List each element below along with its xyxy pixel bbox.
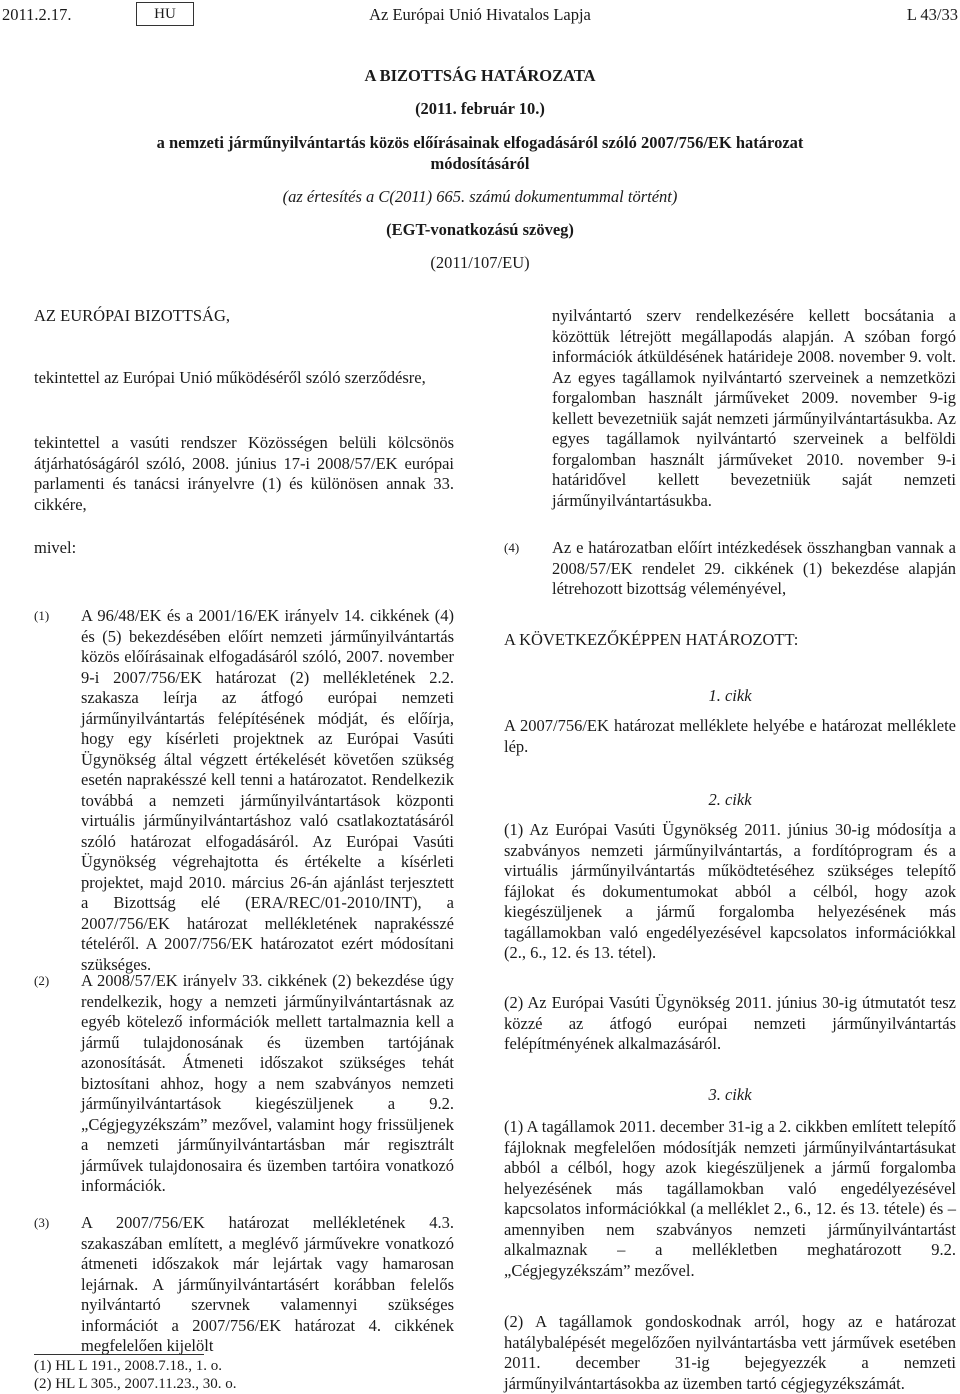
recital-3-continued: nyilvántartó szerv rendelkezésére kellett bocsátania a közöttük létrejött megállapodás alapján. A szóban forgó információk átküldésének határideje 2008. november 9. volt. Az egyes tagállamok nyilvántartó szerveinek a nemzetközi forgalomban használt járműveket 2009. november 9-ig kellett bevezetniük saját nemzeti járműnyilvántartásukba. Az egyes tagállamok nyilvántartó szerveinek a belföldi forgalomban használt járműveket 2010. november 9-i határidővel kellett bevezetniük saját nemzeti járműnyilvántartásukba. [552,306,956,510]
header-date: 2011.2.17. [2,5,72,24]
recital-text: A 2008/57/EK irányelv 33. cikkének (2) bekezdése úgy rendelkezik, hogy a nemzeti járműnyilvántartásnak az egyéb kötelező információk mellett tartalmaznia kell a jármű tulajdonosának és üzemben tartójának azonosítását. Átmeneti időszakot szükséges tehát biztosítani ahhoz, hogy a nem szabványos nemzeti járműnyilvántartások kiegészüljenek a 9.2. „Cégjegyzékszám” mezővel, valamint hogy frissüljenek a nemzeti járműnyilvántartásban már regisztrált járművek tulajdonosaira és üzemben tartóira vonatkozó információk. [81,971,454,1195]
recital-directive: tekintettel a vasúti rendszer Közösségen belüli kölcsönös átjárhatóságáról szóló, 2008. június 17-i 2008/57/EK európai parlamenti és tanácsi irányelvre (1) és különösen annak 33. cikkére, [34,433,454,514]
eea-relevance: (EGT-vonatkozású szöveg) [386,220,574,239]
journal-title: Az Európai Unió Hivatalos Lapja [369,5,591,24]
language-badge: HU [136,2,194,26]
notification-note: (az értesítés a C(2011) 665. számú dokumentummal történt) [282,187,678,206]
decision-heading: A BIZOTTSÁG HATÁROZATA [364,66,596,85]
decision-reference: (2011/107/EU) [430,253,530,272]
recital-number: (1) [34,608,50,623]
decision-date: (2011. február 10.) [415,99,545,118]
commission-heading: AZ EURÓPAI BIZOTTSÁG, [34,306,231,325]
recital-treaty: tekintettel az Európai Unió működéséről szóló szerződésre, [34,368,426,387]
article-3-title: 3. cikk [708,1085,752,1104]
footnote-separator [34,1354,204,1355]
adoption-formula: A KÖVETKEZŐKÉPPEN HATÁROZOTT: [504,630,799,649]
article-2-paragraph-1: (1) Az Európai Vasúti Ügynökség 2011. június 30-ig módosítja a szabványos nemzeti járműnyilvántartás, a fordítóprogram és a virtuális járműnyilvántartás működtetéséhez szükséges telepítő fájlokat és dokumentumokat abból a célból, hogy azok kiegészüljenek a jármű forgalomba helyezésének más tagállamokban való engedélyezésével kapcsolatos információkkal (2., 6., 12. és 13. tétel). [504,820,956,962]
recital-number: (4) [504,540,520,555]
article-3-paragraph-1: (1) A tagállamok 2011. december 31-ig a 2. cikkben említett telepítő fájloknak megfelelően módosítják nemzeti járműnyilvántartásukat abból a célból, hogy azok kiegészüljenek a jármű forgalomba helyezésének más tagállamokban való engedélyezésével kapcsolatos információkkal (a melléklet 2., 6., 12. és 13. tétele) és – amennyiben nem szabványos nemzeti járműnyilvántartást alkalmaznak – a mellékletben meghatározott 9.2. „Cégjegyzékszám” mezővel. [504,1117,956,1280]
recital-text: A 2007/756/EK határozat mellékletének 4.3. szakaszában említett, a meglévő járművekre vonatkozó átmeneti időszakok már lejártak vagy hamarosan lejárnak. A járműnyilvántartásért korábban felelős nyilvántartó szervnek valamennyi szükséges információt a 2007/756/EK határozat 4. cikkének megfelelően kijelölt [81,1213,454,1355]
page-header [0,0,960,30]
recital-number: (2) [34,973,50,988]
recital-text: Az e határozatban előírt intézkedések összhangban vannak a 2008/57/EK rendelet 29. cikkének (1) bekezdése alapján létrehozott bizottság véleményével, [552,538,956,598]
article-1-title: 1. cikk [708,686,752,705]
footnote-2: (2) HL L 305., 2007.11.23., 30. o. [34,1376,237,1392]
article-1-text: A 2007/756/EK határozat melléklete helyébe e határozat melléklete lép. [504,716,956,756]
decision-subject-line1: a nemzeti járműnyilvántartás közös előírásainak elfogadásáról szóló 2007/756/EK határozat [156,133,804,152]
decision-subject-line2: módosításáról [430,154,530,173]
whereas-label: mivel: [34,538,77,557]
article-3-paragraph-2: (2) A tagállamok gondoskodnak arról, hogy az e határozat hatálybalépését megelőzően nyilvántartásba vett járművek esetében 2011. december 31-ig bejegyezzék a nemzeti járműnyilvántartásokba az üzemben tartó cégjegyzékszámát. [504,1312,956,1393]
footnote-1: (1) HL L 191., 2008.7.18., 1. o. [34,1358,223,1374]
page-number: L 43/33 [906,5,958,24]
article-2-title: 2. cikk [708,790,752,809]
recital-text: A 96/48/EK és a 2001/16/EK irányelv 14. cikkének (4) és (5) bekezdésében előírt nemzeti járműnyilvántartás közös előírásainak elfogadásáról szóló, 2007. november 9-i 2007/756/EK határozat (2) mellékletének 2.2. szakasza leírja az átfogó európai nemzeti járműnyilvántartás felépítésének módját, és előírja, hogy egy kísérleti projektnek az Európai Vasúti Ügynökség által végzett értékelését követően szükség esetén naprakésszé kell tenni a határozatot. Rendelkezik továbbá a nemzeti járműnyilvántartások központi virtuális járműnyilvántartáshoz való csatlakoztatásáról szóló határozat elfogadásáról. Az Európai Vasúti Ügynökség végrehajtotta és értékelte a kísérleti projektet, majd 2010. március 26-án ajánlást terjesztett a Bizottság elé (ERA/REC/01-2010/INT), a 2007/756/EK határozat mellékletének naprakésszé tételéről. A 2007/756/EK határozatot ezért módosítani szükséges. [81,606,454,974]
article-2-paragraph-2: (2) Az Európai Vasúti Ügynökség 2011. június 30-ig útmutatót tesz közzé az átfogó európai nemzeti járműnyilvántartás felépítményének alkalmazásáról. [504,993,956,1053]
recital-number: (3) [34,1215,50,1230]
